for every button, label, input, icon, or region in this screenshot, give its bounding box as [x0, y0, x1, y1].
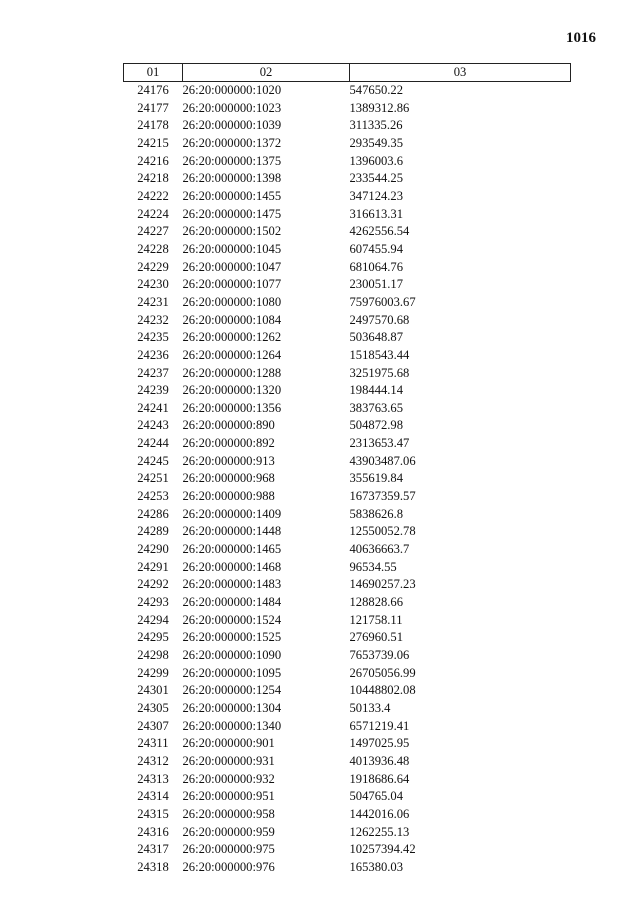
cadastral-number-cell: 26:20:000000:1047 — [182, 259, 282, 274]
cadastral-number-cell: 26:20:000000:968 — [182, 471, 275, 486]
row-number-cell: 24178 — [137, 118, 169, 133]
cadastral-number-cell: 26:20:000000:901 — [182, 736, 275, 751]
cadastral-number-cell: 26:20:000000:1465 — [182, 542, 282, 557]
cadastral-number-cell: 26:20:000000:1475 — [182, 206, 282, 221]
row-number-cell: 24318 — [137, 859, 169, 874]
cadastral-number-cell: 26:20:000000:959 — [182, 824, 275, 839]
value-cell: 1396003.6 — [349, 153, 404, 168]
value-cell: 43903487.06 — [349, 453, 416, 468]
value-cell: 40636663.7 — [349, 542, 410, 557]
cadastral-number-cell: 26:20:000000:1375 — [182, 153, 282, 168]
table-row — [124, 753, 571, 771]
value-cell: 1918686.64 — [349, 771, 410, 786]
row-number-cell: 24289 — [137, 524, 169, 539]
value-cell: 16737359.57 — [349, 489, 416, 504]
table-row — [124, 276, 571, 294]
table-row — [124, 841, 571, 859]
table-row — [124, 506, 571, 524]
table-row — [124, 241, 571, 259]
value-cell: 316613.31 — [349, 206, 404, 221]
cadastral-number-cell: 26:20:000000:1084 — [182, 312, 282, 327]
cadastral-number-cell: 26:20:000000:1320 — [182, 383, 282, 398]
table-row — [124, 735, 571, 753]
table-row — [124, 612, 571, 630]
cadastral-number-cell: 26:20:000000:1483 — [182, 577, 282, 592]
table-row — [124, 347, 571, 365]
table-row — [124, 700, 571, 718]
cadastral-number-cell: 26:20:000000:1468 — [182, 559, 282, 574]
value-cell: 293549.35 — [349, 135, 404, 150]
row-number-cell: 24291 — [137, 559, 169, 574]
row-number-cell: 24316 — [137, 824, 169, 839]
cadastral-number-cell: 26:20:000000:1077 — [182, 277, 282, 292]
table-row — [124, 100, 571, 118]
row-number-cell: 24231 — [137, 294, 169, 309]
cadastral-number-cell: 26:20:000000:931 — [182, 753, 275, 768]
table-row — [124, 682, 571, 700]
value-cell: 6571219.41 — [349, 718, 410, 733]
cadastral-number-cell: 26:20:000000:1023 — [182, 100, 282, 115]
value-cell: 10257394.42 — [349, 842, 416, 857]
row-number-cell: 24317 — [137, 842, 169, 857]
row-number-cell: 24251 — [137, 471, 169, 486]
row-number-cell: 24290 — [137, 542, 169, 557]
row-number-cell: 24228 — [137, 241, 169, 256]
table-row — [124, 541, 571, 559]
value-cell: 1389312.86 — [349, 100, 410, 115]
row-number-cell: 24218 — [137, 171, 169, 186]
table-row — [124, 559, 571, 577]
cadastral-number-cell: 26:20:000000:1095 — [182, 665, 282, 680]
table-row — [124, 859, 571, 877]
page-number: 1016 — [566, 30, 596, 46]
value-cell: 7653739.06 — [349, 648, 410, 662]
cadastral-number-cell: 26:20:000000:1264 — [182, 347, 282, 362]
row-number-cell: 24236 — [137, 347, 169, 362]
row-number-cell: 24235 — [137, 330, 169, 345]
table-row — [124, 417, 571, 435]
row-number-cell: 24299 — [137, 665, 169, 680]
value-cell: 2497570.68 — [349, 312, 410, 327]
table-row — [124, 82, 571, 100]
column-header-01: 01 — [124, 64, 183, 82]
row-number-cell: 24215 — [137, 135, 169, 150]
column-header-02: 02 — [183, 64, 350, 82]
table-row — [124, 629, 571, 647]
table-header-row — [124, 64, 571, 82]
value-cell: 1262255.13 — [349, 824, 410, 839]
value-cell: 233544.25 — [349, 171, 404, 186]
row-number-cell: 24295 — [137, 630, 169, 645]
value-cell: 121758.11 — [349, 612, 403, 627]
cadastral-number-cell: 26:20:000000:1484 — [182, 595, 282, 610]
table-row — [124, 718, 571, 736]
value-cell: 75976003.67 — [349, 294, 416, 309]
row-number-cell: 24237 — [137, 365, 169, 380]
cadastral-number-cell: 26:20:000000:1262 — [182, 330, 282, 345]
value-cell: 10448802.08 — [349, 683, 416, 698]
table-row — [124, 135, 571, 153]
row-number-cell: 24224 — [137, 206, 169, 221]
value-cell: 2313653.47 — [349, 436, 410, 451]
table-row — [124, 470, 571, 488]
cadastral-number-cell: 26:20:000000:1304 — [182, 700, 282, 715]
value-cell: 547650.22 — [349, 83, 404, 97]
table-row — [124, 523, 571, 541]
row-number-cell: 24307 — [137, 718, 169, 733]
value-cell: 311335.26 — [349, 118, 403, 133]
value-cell: 1497025.95 — [349, 736, 410, 751]
cadastral-number-cell: 26:20:000000:913 — [182, 453, 275, 468]
cadastral-number-cell: 26:20:000000:892 — [182, 436, 275, 451]
table-row — [124, 170, 571, 188]
table-row — [124, 259, 571, 277]
value-cell: 1442016.06 — [349, 806, 410, 821]
value-cell: 681064.76 — [349, 259, 404, 274]
cadastral-number-cell: 26:20:000000:1020 — [182, 83, 282, 97]
row-number-cell: 24314 — [137, 789, 169, 804]
table-row — [124, 382, 571, 400]
value-cell: 4262556.54 — [349, 224, 410, 239]
row-number-cell: 24313 — [137, 771, 169, 786]
row-number-cell: 24312 — [137, 753, 169, 768]
table-row — [124, 576, 571, 594]
value-cell: 12550052.78 — [349, 524, 416, 539]
cadastral-number-cell: 26:20:000000:1356 — [182, 400, 282, 415]
table-row — [124, 117, 571, 135]
cadastral-number-cell: 26:20:000000:890 — [182, 418, 275, 433]
cadastral-number-cell: 26:20:000000:1080 — [182, 294, 282, 309]
column-header-03: 03 — [350, 64, 571, 82]
row-number-cell: 24239 — [137, 383, 169, 398]
row-number-cell: 24241 — [137, 400, 169, 415]
cadastral-number-cell: 26:20:000000:988 — [182, 489, 275, 504]
table-row — [124, 294, 571, 312]
value-cell: 5838626.8 — [349, 506, 404, 521]
value-cell: 1518543.44 — [349, 347, 410, 362]
cadastral-number-cell: 26:20:000000:1525 — [182, 630, 282, 645]
table-row — [124, 824, 571, 842]
cadastral-number-cell: 26:20:000000:1502 — [182, 224, 282, 239]
value-cell: 96534.55 — [349, 559, 397, 574]
value-cell: 128828.66 — [349, 595, 404, 610]
cadastral-number-cell: 26:20:000000:1524 — [182, 612, 282, 627]
row-number-cell: 24245 — [137, 453, 169, 468]
value-cell: 504872.98 — [349, 418, 404, 433]
row-number-cell: 24227 — [137, 224, 169, 239]
value-cell: 3251975.68 — [349, 365, 410, 380]
value-cell: 355619.84 — [349, 471, 404, 486]
value-cell: 165380.03 — [349, 859, 404, 874]
value-cell: 347124.23 — [349, 188, 404, 203]
table-row — [124, 435, 571, 453]
value-cell: 4013936.48 — [349, 753, 410, 768]
table-row — [124, 665, 571, 683]
value-cell: 14690257.23 — [349, 577, 416, 592]
row-number-cell: 24301 — [137, 683, 169, 698]
data-table — [123, 63, 571, 877]
row-number-cell: 24298 — [137, 648, 169, 662]
table-row — [124, 400, 571, 418]
row-number-cell: 24222 — [137, 188, 169, 203]
cadastral-number-cell: 26:20:000000:932 — [182, 771, 275, 786]
table-row — [124, 329, 571, 347]
row-number-cell: 24305 — [137, 700, 169, 715]
row-number-cell: 24177 — [137, 100, 169, 115]
cadastral-number-cell: 26:20:000000:1340 — [182, 718, 282, 733]
cadastral-number-cell: 26:20:000000:1288 — [182, 365, 282, 380]
value-cell: 276960.51 — [349, 630, 404, 645]
row-number-cell: 24294 — [137, 612, 169, 627]
row-number-cell: 24253 — [137, 489, 169, 504]
value-cell: 50133.4 — [349, 700, 391, 715]
cadastral-number-cell: 26:20:000000:1398 — [182, 171, 282, 186]
table-row — [124, 771, 571, 789]
row-number-cell: 24311 — [137, 736, 169, 751]
row-number-cell: 24286 — [137, 506, 169, 521]
table-body — [124, 82, 571, 877]
value-cell: 504765.04 — [349, 789, 404, 804]
row-number-cell: 24292 — [137, 577, 169, 592]
value-cell: 503648.87 — [349, 330, 404, 345]
table-row — [124, 647, 571, 665]
row-number-cell: 24232 — [137, 312, 169, 327]
cadastral-number-cell: 26:20:000000:951 — [182, 789, 275, 804]
table-row — [124, 806, 571, 824]
value-cell: 607455.94 — [349, 241, 404, 256]
table-row — [124, 453, 571, 471]
table-row — [124, 788, 571, 806]
row-number-cell: 24243 — [137, 418, 169, 433]
cadastral-number-cell: 26:20:000000:1372 — [182, 135, 282, 150]
row-number-cell: 24293 — [137, 595, 169, 610]
table-row — [124, 153, 571, 171]
cadastral-number-cell: 26:20:000000:958 — [182, 806, 275, 821]
row-number-cell: 24315 — [137, 806, 169, 821]
value-cell: 26705056.99 — [349, 665, 416, 680]
cadastral-number-cell: 26:20:000000:975 — [182, 842, 275, 857]
table-row — [124, 594, 571, 612]
cadastral-number-cell: 26:20:000000:1090 — [182, 648, 282, 662]
row-number-cell: 24229 — [137, 259, 169, 274]
cadastral-number-cell: 26:20:000000:976 — [182, 859, 275, 874]
row-number-cell: 24216 — [137, 153, 169, 168]
value-cell: 230051.17 — [349, 277, 404, 292]
table-row — [124, 206, 571, 224]
cadastral-number-cell: 26:20:000000:1045 — [182, 241, 282, 256]
table-row — [124, 312, 571, 330]
table-row — [124, 223, 571, 241]
cadastral-number-cell: 26:20:000000:1448 — [182, 524, 282, 539]
table-row — [124, 188, 571, 206]
value-cell: 383763.65 — [349, 400, 404, 415]
cadastral-number-cell: 26:20:000000:1039 — [182, 118, 282, 133]
table-row — [124, 365, 571, 383]
table-row — [124, 488, 571, 506]
row-number-cell: 24230 — [137, 277, 169, 292]
value-cell: 198444.14 — [349, 383, 404, 398]
cadastral-number-cell: 26:20:000000:1254 — [182, 683, 282, 698]
cadastral-number-cell: 26:20:000000:1455 — [182, 188, 282, 203]
cadastral-number-cell: 26:20:000000:1409 — [182, 506, 282, 521]
row-number-cell: 24176 — [137, 83, 169, 97]
row-number-cell: 24244 — [137, 436, 169, 451]
